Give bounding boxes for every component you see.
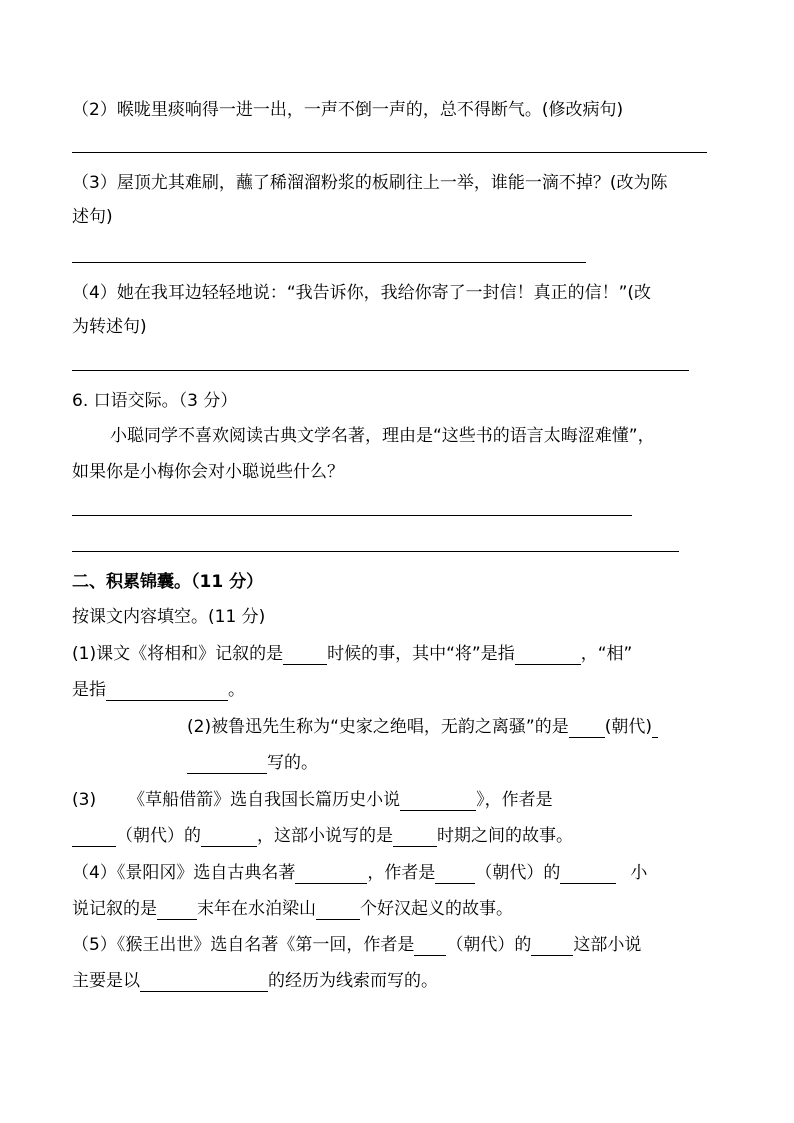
fill-1-text-c: ，“相” (580, 644, 633, 664)
fill-3-text-c: 》，作者是 (476, 790, 553, 810)
question-4-line1: （4）她在我耳边轻轻地说：“我告诉你，我给你寄了一封信！真正的信！”(改 (72, 283, 652, 303)
section-2-intro: 按课文内容填空。(11 分) (72, 607, 266, 627)
fill-1-blank-a[interactable] (283, 647, 327, 665)
fill-2-blank-tail[interactable] (652, 720, 658, 738)
answer-line-q3[interactable] (72, 262, 586, 263)
fill-5-blank-a[interactable] (414, 938, 446, 956)
question-2: （2）喉咙里痰响得一进一出，一声不倒一声的，总不得断气。(修改病句) (72, 100, 624, 120)
fill-5-text-e: 的经历为线索而写的。 (268, 971, 438, 991)
fill-5-line2 (72, 970, 438, 992)
fill-4-blank-e[interactable] (316, 902, 360, 920)
fill-4-text-f: 末年在水泊梁山 (197, 899, 316, 919)
fill-4-blank-d[interactable] (157, 902, 197, 920)
fill-3-text-a: (3) (72, 790, 97, 810)
question-3-line1: （3）屋顶尤其难刷，蘸了稀溜溜粉浆的板刷往上一举，谁能一滴不掉？(改为陈 (72, 173, 668, 193)
answer-line-q4[interactable] (72, 370, 689, 371)
fill-1-text-e: 。 (228, 680, 245, 700)
fill-4-line2 (72, 898, 513, 920)
section-2-heading: 二、积累锦囊。（11 分） (72, 572, 264, 592)
fill-4-text-a: （4）《景阳冈》选自古典名著 (72, 863, 296, 883)
question-4-line2: 为转述句) (72, 317, 147, 337)
fill-4-text-e: 说记叙的是 (72, 899, 157, 919)
fill-1-blank-b[interactable] (515, 647, 581, 665)
fill-1-text-d: 是指 (72, 680, 106, 700)
fill-3-text-b: 《草船借箭》选自我国长篇历史小说 (128, 790, 401, 810)
fill-1-blank-c[interactable] (106, 683, 228, 701)
question-6-line1: 小聪同学不喜欢阅读古典文学名著，理由是“这些书的语言太晦涩难懂”， (110, 426, 655, 446)
fill-3-line1 (72, 789, 553, 811)
fill-4-text-g: 个好汉起义的故事。 (360, 899, 513, 919)
fill-4-line1 (72, 862, 647, 884)
answer-line-q6b[interactable] (72, 551, 679, 552)
fill-5-text-b: （朝代）的 (446, 935, 532, 955)
fill-3-blank-a[interactable] (400, 793, 476, 811)
fill-5-text-d: 主要是以 (72, 971, 140, 991)
fill-1-line2 (72, 679, 245, 701)
fill-2-text-c: 写的。 (267, 753, 318, 773)
answer-line-q6a[interactable] (72, 515, 632, 516)
fill-3-blank-c[interactable] (201, 829, 257, 847)
fill-4-blank-c[interactable] (560, 866, 616, 884)
fill-2-text-b: (朝代) (604, 717, 652, 737)
fill-4-text-d: 小 (630, 863, 648, 883)
fill-1-line1 (72, 643, 632, 665)
fill-5-blank-b[interactable] (531, 938, 573, 956)
fill-5-line1 (72, 934, 641, 956)
question-6-heading: 6. 口语交际。（3 分） (72, 391, 238, 411)
fill-3-text-e: ，这部小说写的是 (257, 826, 393, 846)
fill-2-blank-b[interactable] (187, 756, 267, 774)
fill-3-line2 (72, 825, 573, 847)
fill-3-blank-b[interactable] (72, 829, 116, 847)
fill-1-text-b: 时候的事，其中“将”是指 (327, 644, 515, 664)
question-3-line2: 述句) (72, 207, 113, 227)
fill-5-text-c: 这部小说 (573, 935, 642, 955)
fill-5-blank-c[interactable] (140, 974, 268, 992)
fill-2-text-a: (2)被鲁迅先生称为“史家之绝唱，无韵之离骚”的是 (187, 717, 569, 737)
fill-4-blank-b[interactable] (435, 866, 475, 884)
question-6-line2: 如果你是小梅你会对小聪说些什么？ (72, 462, 344, 482)
fill-3-blank-d[interactable] (393, 829, 437, 847)
fill-4-text-b: ，作者是 (367, 863, 436, 883)
fill-2-line1 (187, 716, 658, 738)
fill-5-text-a: （5）《猴王出世》选自名著《第一回，作者是 (72, 935, 415, 955)
fill-4-blank-a[interactable] (295, 866, 367, 884)
fill-1-text-a: (1)课文《将相和》记叙的是 (72, 644, 284, 664)
fill-2-line2 (187, 752, 318, 774)
fill-3-text-d: （朝代）的 (116, 826, 201, 846)
fill-2-blank-a[interactable] (569, 720, 605, 738)
answer-line-q2[interactable] (72, 152, 707, 153)
fill-4-text-c: （朝代）的 (475, 863, 561, 883)
fill-3-text-f: 时期之间的故事。 (437, 826, 573, 846)
